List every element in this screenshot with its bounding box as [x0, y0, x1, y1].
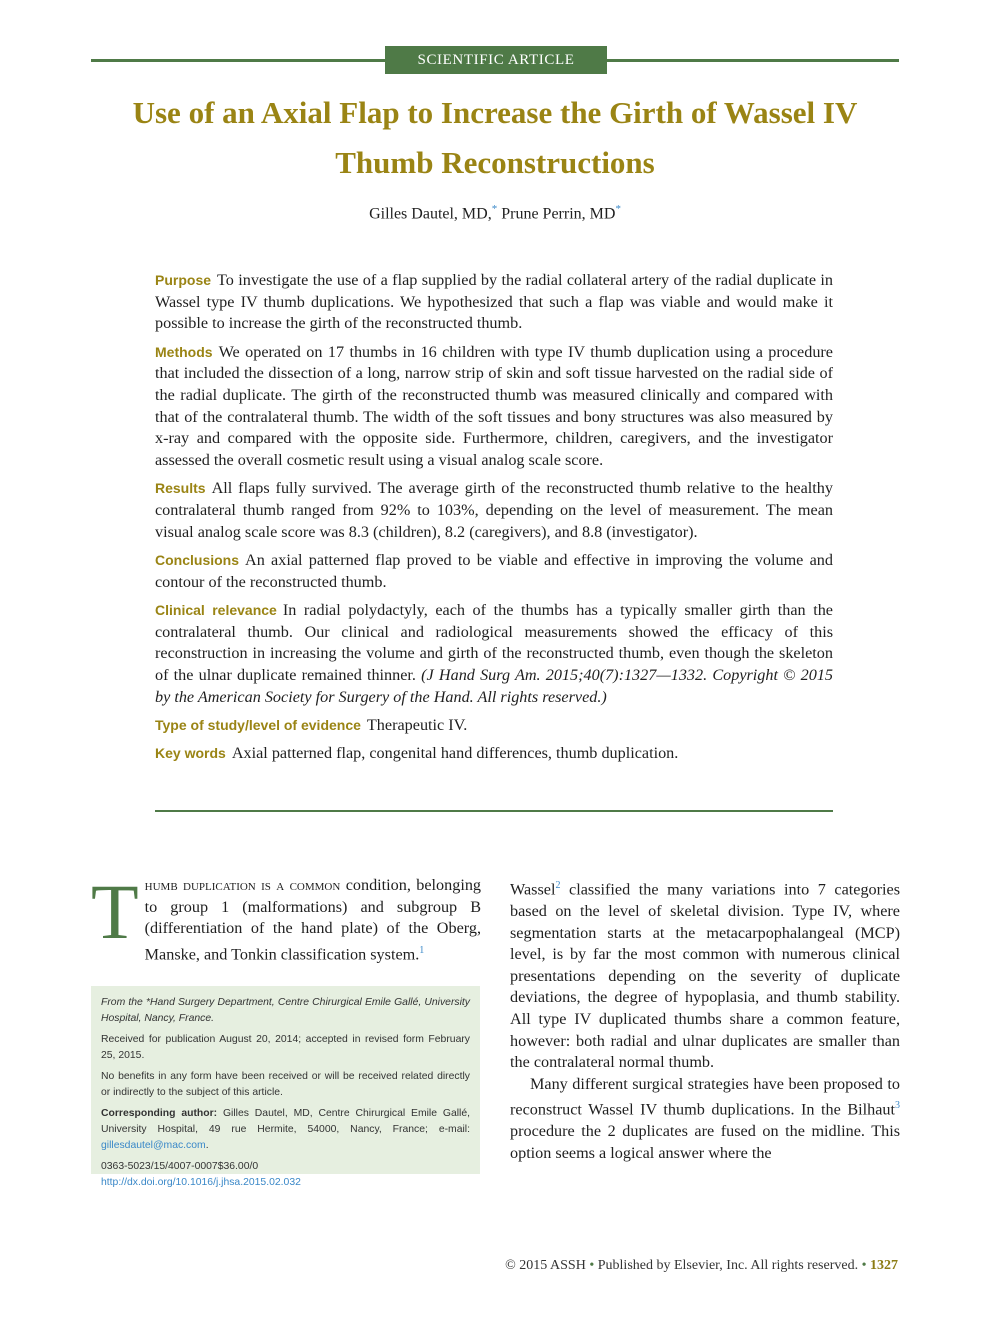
type-text: Therapeutic IV.: [366, 715, 468, 734]
benefits-statement: No benefits in any form have been received or will be received related directly or indirectly to the subject of this article.: [101, 1071, 470, 1098]
purpose-label: Purpose: [155, 272, 212, 288]
reference-3[interactable]: 3: [895, 1100, 900, 1112]
results-text: All flaps fully survived. The average girth of the reconstructed thumb relative to the healthy contralateral thumb ranged from 92% to 103%, depending on the level of measurement. The mean visual analog scale score was 8.3 (children), 8.2 (caregivers), and 8.8 (investigator).: [155, 479, 833, 541]
author-1: Gilles Dautel, MD,: [369, 205, 492, 223]
header-rule-left: [91, 59, 385, 62]
abstract-conclusions: [155, 550, 833, 593]
page-footer: [470, 1258, 898, 1274]
right-p2-start: Many different surgical strategies have been proposed to reconstruct Wassel IV thumb duplications. In the Bilhaut: [510, 1074, 900, 1119]
reference-1[interactable]: 1: [419, 944, 425, 956]
right-p2-rest: procedure the 2 duplicates are fused on the midline. This option seems a logical answer where the: [510, 1122, 900, 1162]
author-line: [90, 203, 900, 223]
methods-text: We operated on 17 thumbs in 16 children with type IV thumb duplication using a procedure that included the dissection of a long, narrow strip of skin and soft tissue harvested on the radial side of the radial duplicate. The girth of the reconstructed thumb was measured clinically and compared with that of the contralateral thumb. The width of the soft tissues and bony structures was also measured by x-ray and compared with the opposite side. Furthermore, children, caregivers, and the investigator assessed the overall cosmetic result using a visual analog scale score.: [155, 342, 833, 470]
footnote-box: [91, 986, 480, 1188]
author-2-mark[interactable]: *: [615, 203, 621, 215]
abstract: [155, 270, 833, 771]
clinical-text: In radial polydactyly, each of the thumbs has a typically smaller girth than the contralateral thumb. Our clinical and radiological measurements showed the efficacy of this reconstruction in increasing the volume and girth of the reconstructed thumb, even though the skeleton of the ulnar duplicate remained thinner.: [155, 600, 833, 684]
issn: 0363-5023/15/4007-0007$36.00/0: [101, 1161, 259, 1172]
corresponding-author: Corresponding author: Gilles Dautel, MD, Centre Chirurgical Emile Gallé, University Hospital, 49 rue Hermite, 54000, Nancy, France; e-mail: gillesdautel@mac.com.: [101, 1108, 471, 1151]
footer-bullet-2: •: [861, 1258, 867, 1273]
affiliation: From the *Hand Surgery Department, Centre Chirurgical Emile Gallé, University Hospital, Nancy, France.: [101, 997, 470, 1024]
lead-rest: condition, belonging to group 1 (malformations) and subgroup B (differentiation of the hand plate) of the Oberg, Manske, and Tonkin classification system.: [144, 876, 482, 964]
results-label: Results: [155, 480, 206, 497]
conclusions-label: Conclusions: [155, 551, 240, 568]
purpose-text: To investigate the use of a flap supplied by the radial collateral artery of the radial duplicate in Wassel type IV thumb duplications. We hypothesized that such a flap was viable and would make it possible to increase the girth of the reconstructed thumb.: [155, 271, 833, 333]
received-dates: Received for publication August 20, 2014; accepted in revised form February 25, 2015.: [101, 1034, 470, 1061]
abstract-rule: [155, 810, 833, 812]
abstract-keywords: [155, 743, 833, 765]
email-link[interactable]: gillesdautel@mac.com: [101, 1140, 206, 1151]
page-number: 1327: [870, 1258, 898, 1273]
type-label: Type of study/level of evidence: [155, 716, 361, 733]
article-title: Use of an Axial Flap to Increase the Girth of Wassel IV Thumb Reconstructions: [132, 95, 858, 180]
footer-publisher: Published by Elsevier, Inc. All rights reserved.: [597, 1258, 859, 1273]
citation: (J Hand Surg Am. 2015;40(7):1327—1332. Copyright © 2015 by the American Society for Surgery of the Hand. All rights reserved.): [155, 665, 834, 706]
abstract-type: [155, 715, 833, 737]
lead-smallcaps: humb duplication is a common: [144, 876, 341, 894]
right-p1-start: Wassel: [510, 880, 556, 899]
keywords-label: Key words: [155, 745, 226, 762]
corr-label: Corresponding author:: [101, 1108, 218, 1119]
footer-bullet-1: •: [589, 1258, 595, 1273]
right-column: [510, 875, 900, 1165]
author-2: Prune Perrin, MD: [501, 205, 616, 223]
methods-label: Methods: [155, 343, 213, 360]
abstract-purpose: [155, 270, 833, 335]
footer-copyright: © 2015 ASSH: [505, 1258, 586, 1273]
right-p1-rest: classified the many variations into 7 categories based on the level of skeletal division. Type IV, where segmentation starts at the metacarpophalangeal (MCP) level, is by far the most common with numerous clinical presentations depending on the severity of duplicate deviations, the degree of hypoplasia, and thumb stability. All type IV duplicated thumbs share a common feature, however: both radial and ulnar duplicates are smaller than the contralateral normal thumb.: [510, 880, 901, 1072]
drop-cap: T: [91, 868, 139, 955]
abstract-methods: [155, 342, 833, 472]
doi-link[interactable]: http://dx.doi.org/10.1016/j.jhsa.2015.02.032: [101, 1177, 301, 1188]
right-paragraph-2: [510, 1074, 900, 1165]
left-column: [91, 868, 482, 966]
keywords-text: Axial patterned flap, congenital hand differences, thumb duplication.: [231, 744, 679, 763]
right-paragraph-1: [510, 875, 900, 1074]
conclusions-text: An axial patterned flap proved to be viable and effective in improving the volume and contour of the reconstructed thumb.: [155, 550, 833, 591]
issn-doi: [101, 1159, 470, 1191]
abstract-results: [155, 478, 833, 543]
corr-text: Gilles Dautel, MD, Centre Chirurgical Emile Gallé, University Hospital, 49 rue Hermite, 54000, Nancy, France; e-mail:: [101, 1108, 471, 1135]
header-rule-right: [607, 59, 899, 62]
abstract-clinical: [155, 600, 833, 709]
intro-paragraph: [91, 868, 482, 966]
section-label: SCIENTIFIC ARTICLE: [385, 46, 607, 74]
reference-2[interactable]: 2: [555, 880, 561, 891]
author-1-mark[interactable]: *: [491, 203, 498, 215]
clinical-label: Clinical relevance: [155, 601, 277, 618]
